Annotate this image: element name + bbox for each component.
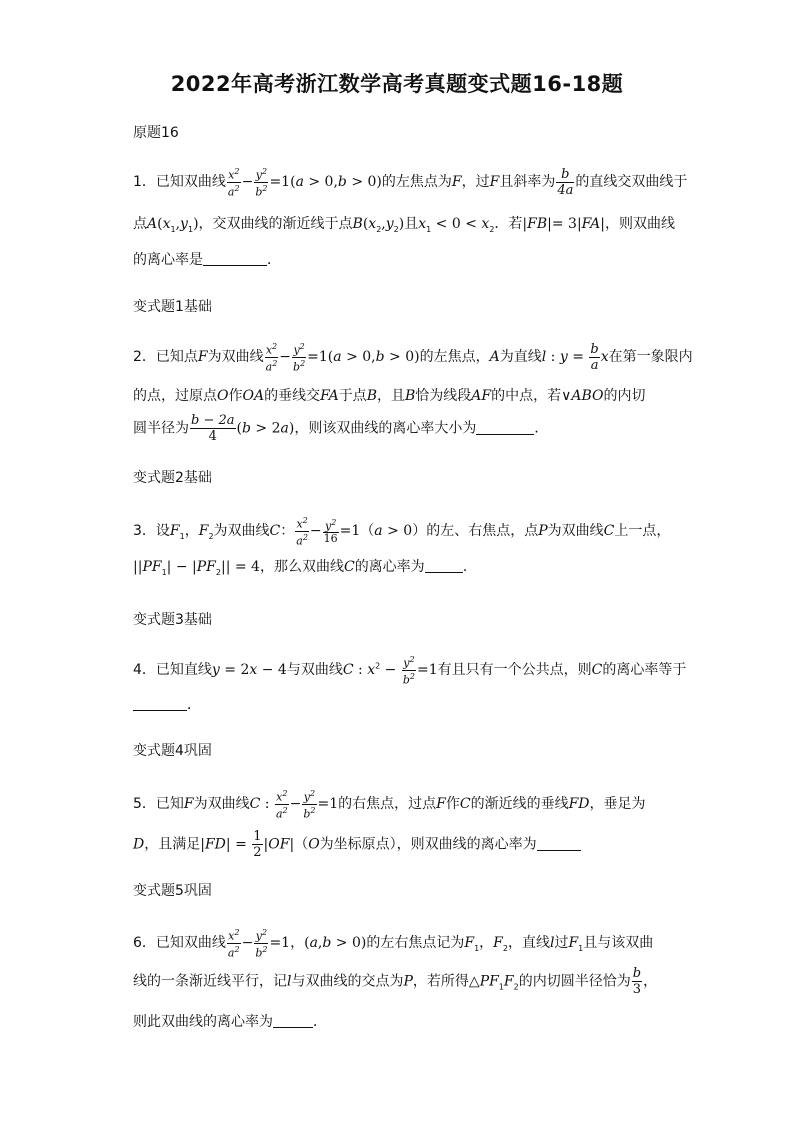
section-original: 原题16	[133, 125, 179, 141]
q1-line-2: 点$A(x_1,y_1)$，交双曲线的渐近线于点$B(x_2,y_2)$且$x_1 < 0 < x_2$．若|FB|= 3|FA|，则双曲线	[133, 216, 675, 234]
q1-line-1: 1．已知双曲线 $\frac{x^2}{a^2}$ − $\frac{y^2}{b^2}$ =1(a > 0,b > 0)的左焦点为F，过F且斜率为 $\frac{b}{4a}$ 的直线交双曲线于	[133, 166, 688, 199]
q1-line-3: 的离心率是 ．	[133, 252, 281, 268]
q2-line-1: 2．已知点F为双曲线 $\frac{x^2}{a^2}$ − $\frac{y^2}{b^2}$ =1(a > 0,b > 0)的左焦点，A为直线l : y = $\frac{b}{a}$ x在第一象限内	[133, 341, 693, 374]
q6-line-1: 6．已知双曲线 $\frac{x^2}{a^2}$ − $\frac{y^2}{b^2}$ =1，(a,b > 0)的左右焦点记为$F_1$，$F_2$，直线l过$F_1$且与该双曲	[133, 928, 654, 960]
q4-line-2: ．	[133, 694, 201, 714]
q5-answer-blank[interactable]	[537, 836, 581, 851]
section-variant-5: 变式题5巩固	[133, 883, 212, 899]
section-variant-3: 变式题3基础	[133, 612, 212, 628]
section-variant-1: 变式题1基础	[133, 299, 212, 315]
section-variant-2: 变式题2基础	[133, 470, 212, 486]
q6-line-3: 则此双曲线的离心率为 ．	[133, 1014, 327, 1030]
q3-line-1: 3．设$F_1$，$F_2$为双曲线C： $\frac{x^2}{a^2}$ − $\frac{y^2}{16}$ =1（a > 0）的左、右焦点，点P为双曲线C上一点，	[133, 516, 671, 548]
q3-answer-blank[interactable]	[425, 558, 463, 573]
q4-line-1: 4．已知直线y = 2x − 4与双曲线C : $x^2$ − $\frac{y^2}{b^2}$ =1有且只有一个公共点，则C的离心率等于	[133, 655, 687, 687]
q1-frac-x2a2: $\frac{x^2}{a^2}$	[227, 167, 240, 199]
q5-line-2: D，且满足|FD| = $\frac{1}{2}$ |OF|（O为坐标原点），则双曲线的离心率为	[133, 829, 581, 860]
q6-answer-blank[interactable]	[273, 1013, 313, 1028]
q3-line-2: $||PF_1| - |PF_2|| = 4$，那么双曲线C的离心率为 .	[133, 559, 468, 577]
page-title: 2022年高考浙江数学高考真题变式题16-18题	[170, 72, 624, 96]
q4-answer-blank[interactable]	[133, 696, 187, 711]
q1-answer-blank[interactable]	[203, 251, 267, 266]
q5-line-1: 5．已知F为双曲线C : $\frac{x^2}{a^2}$ − $\frac{y^2}{b^2}$ =1的右焦点，过点F作C的渐近线的垂线FD，垂足为	[133, 789, 646, 821]
q6-line-2: 线的一条渐近线平行，记l与双曲线的交点为P，若所得$\triangle PF_1F_2$的内切圆半径恰为 $\frac{b}{3}$ ，	[133, 966, 658, 997]
q2-answer-blank[interactable]	[476, 420, 534, 435]
q2-line-3: 圆半径为 $\frac{b - 2a}{4}$ (b > 2a)，则该双曲线的离心率大小为 ．	[133, 413, 549, 444]
section-variant-4: 变式题4巩固	[133, 743, 212, 759]
q2-line-2: 的点，过原点O作OA的垂线交FA于点B，且B恰为线段AF的中点，若∨ABO的内切	[133, 388, 646, 404]
